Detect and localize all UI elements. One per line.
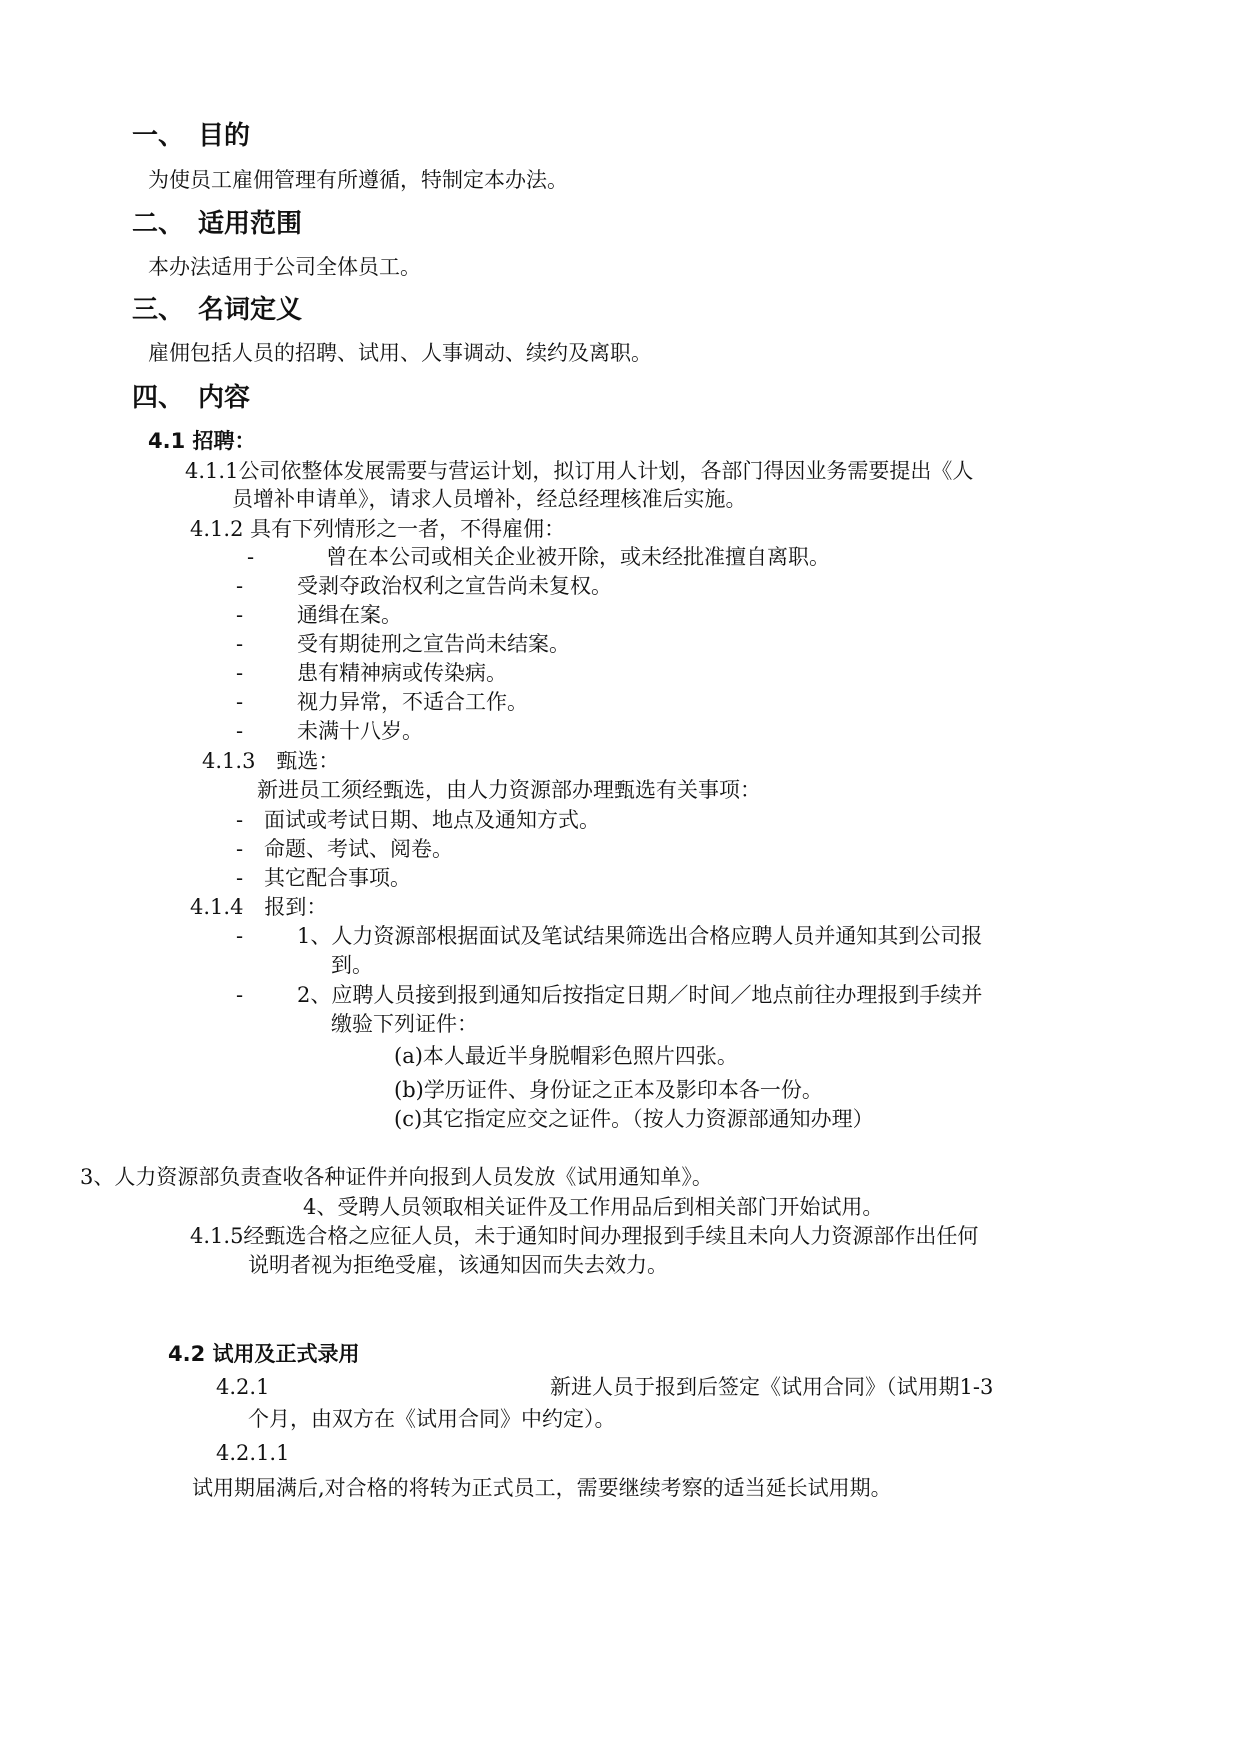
list-bullet: - [236,690,244,714]
list-bullet: - [236,603,244,627]
report-item-4: 4、受聘人员领取相关证件及工作用品后到相关部门开始试用。 [303,1195,884,1219]
list-bullet: - [236,719,244,743]
purpose-text: 为使员工雇佣管理有所遵循，特制定本办法。 [148,168,568,192]
clause-4-1-2: 4.1.2 具有下列情形之一者，不得雇佣： [190,517,566,541]
clause-4-1-1-line1: 4.1.1公司依整体发展需要与营运计划，拟订用人计划，各部门得因业务需要提出《人 [185,459,974,483]
clause-4-1-1-line2: 员增补申请单》，请求人员增补，经总经理核准后实施。 [232,487,747,511]
section-title: 内容 [198,383,251,413]
subsection-heading-recruitment: 4.1 招聘： [148,429,256,453]
list-bullet: - [236,924,244,948]
report-item-1-line2: 到。 [331,953,373,977]
list-item: 受剥夺政治权利之宣告尚未复权。 [297,574,612,598]
report-item-1-line1: 1、人力资源部根据面试及笔试结果筛选出合格应聘人员并通知其到公司报 [297,924,983,948]
list-item: 曾在本公司或相关企业被开除，或未经批准擅自离职。 [326,545,830,569]
section-heading-content [132,385,250,411]
subsection-heading-trial: 4.2 试用及正式录用 [168,1342,360,1366]
list-item: 通缉在案。 [297,603,402,627]
clause-4-2-1-text: 新进人员于报到后签定《试用合同》（试用期1-3 [550,1375,994,1399]
section-number: 四、 [132,383,185,413]
list-bullet: - [236,837,244,861]
list-item: 受有期徒刑之宣告尚未结案。 [297,632,570,656]
section-number: 三、 [132,295,185,325]
report-item-3: 3、人力资源部负责查收各种证件并向报到人员发放《试用通知单》。 [80,1165,713,1189]
definitions-text: 雇佣包括人员的招聘、试用、人事调动、续约及离职。 [148,341,652,365]
section-title: 名词定义 [198,295,303,325]
list-bullet: - [236,808,244,832]
clause-4-1-5-line1: 4.1.5经甄选合格之应征人员，未于通知时间办理报到手续且未向人力资源部作出任何 [190,1224,979,1248]
scope-text: 本办法适用于公司全体员工。 [148,255,421,279]
list-item: 患有精神病或传染病。 [297,661,507,685]
section-number: 二、 [132,209,185,239]
clause-4-1-5-line2: 说明者视为拒绝受雇，该通知因而失去效力。 [248,1253,668,1277]
clause-4-1-4: 4.1.4 报到： [190,895,328,919]
list-bullet: - [236,574,244,598]
list-item: 未满十八岁。 [297,719,423,743]
document-item: (b)学历证件、身份证之正本及影印本各一份。 [394,1078,823,1102]
clause-4-2-1-number: 4.2.1 [216,1375,270,1399]
document-item: (a)本人最近半身脱帽彩色照片四张。 [394,1044,738,1068]
list-bullet: - [236,661,244,685]
clause-4-2-1-line2: 个月，由双方在《试用合同》中约定）。 [248,1407,616,1431]
clause-4-2-1-1-text: 试用期届满后,对合格的将转为正式员工，需要继续考察的适当延长试用期。 [192,1476,892,1500]
list-bullet: - [236,866,244,890]
section-number: 一、 [132,121,185,151]
report-item-2-line2: 缴验下列证件： [331,1012,478,1036]
clause-4-2-1-1-number: 4.2.1.1 [216,1441,290,1465]
section-heading-definitions [132,297,302,323]
section-title: 适用范围 [198,209,303,239]
clause-4-1-3: 4.1.3 甄选： [202,749,340,773]
section-heading-scope [132,211,302,237]
list-item: 视力异常，不适合工作。 [297,690,528,714]
section-heading-purpose [132,123,250,149]
selection-intro: 新进员工须经甄选，由人力资源部办理甄选有关事项： [257,778,761,802]
list-item: 命题、考试、阅卷。 [264,837,453,861]
list-item: 面试或考试日期、地点及通知方式。 [264,808,600,832]
list-bullet: - [247,545,255,569]
report-item-2-line1: 2、应聘人员接到报到通知后按指定日期／时间／地点前往办理报到手续并 [297,983,983,1007]
document-item: (c)其它指定应交之证件。（按人力资源部通知办理） [394,1107,874,1131]
list-bullet: - [236,632,244,656]
section-title: 目的 [198,121,251,151]
list-bullet: - [236,983,244,1007]
list-item: 其它配合事项。 [264,866,411,890]
